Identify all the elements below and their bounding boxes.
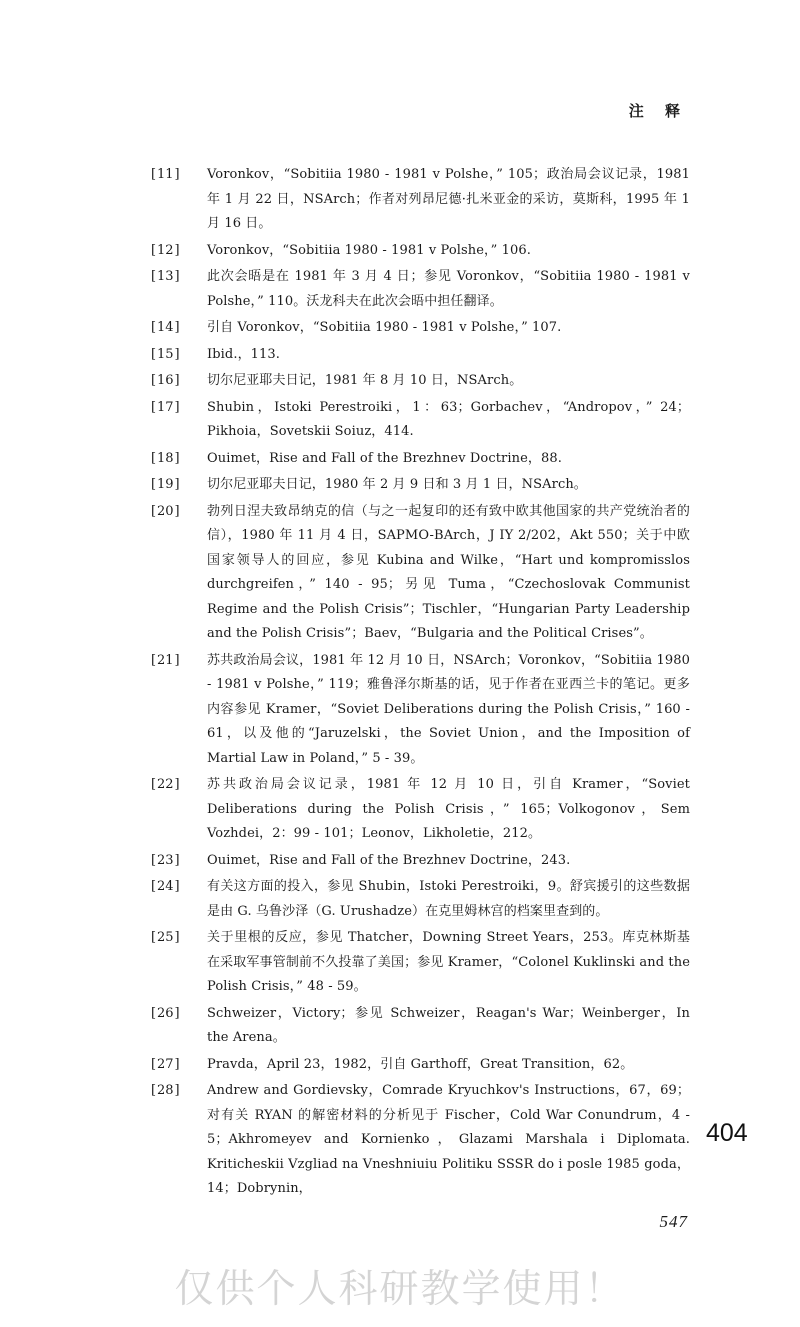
- endnote: [150, 1053, 690, 1078]
- note-text: Ibid.，113.: [207, 346, 281, 362]
- endnote: [150, 316, 690, 341]
- note-number: [20]: [150, 503, 180, 519]
- note-text: 切尔尼亚耶夫日记，1981 年 8 月 10 日，NSArch。: [207, 373, 523, 388]
- note-text: 勃列日涅夫致昂纳克的信（与之一起复印的还有致中欧其他国家的共产党统治者的信），1980 年 11 月 4 日，SAPMO-BArch，J IY 2/202，Akt 550；关于中欧国家领导人的回应，参见 Kubina and Wilke，“Hart und kompromisslos durchgreifen，” 140 - 95；另见 Tuma，“Czechoslovak Communist Regime and the Polish Crisis”；Tischler，“Hungarian Party Leadership and the Polish Crisis”；Baev，“Bulgaria and the Political Crises”。: [207, 503, 690, 641]
- note-number: [23]: [150, 852, 180, 868]
- endnote: [150, 500, 690, 647]
- note-number: [15]: [150, 346, 180, 362]
- endnote: [150, 875, 690, 924]
- endnote: [150, 343, 690, 368]
- note-text: Ouimet，Rise and Fall of the Brezhnev Doctrine，88.: [207, 450, 562, 466]
- endnote: [150, 773, 690, 847]
- note-text: Shubin，Istoki Perestroiki，1：63；Gorbachev，“Andropov，” 24；Pikhoia，Sovetskii Soiuz，414.: [207, 399, 690, 439]
- note-number: [27]: [150, 1056, 180, 1072]
- page-number: 547: [659, 1212, 688, 1231]
- note-text: Voronkov，“Sobitiia 1980 - 1981 v Polshe，” 106.: [207, 242, 531, 258]
- endnote: [150, 163, 690, 237]
- endnote: [150, 239, 690, 264]
- endnote: [150, 1002, 690, 1051]
- endnote: [150, 369, 690, 394]
- note-text: 有关这方面的投入，参见 Shubin，Istoki Perestroiki，9。舒宾援引的这些数据是由 G. 乌鲁沙泽（G. Urushadze）在克里姆林宫的档案里查到的。: [207, 879, 690, 919]
- margin-number: 404: [706, 1119, 748, 1147]
- note-number: [24]: [150, 879, 180, 894]
- endnote: [150, 265, 690, 314]
- note-number: [21]: [150, 652, 180, 668]
- endnote: [150, 396, 690, 445]
- running-header: 注 释: [628, 102, 688, 120]
- note-number: [16]: [150, 373, 180, 388]
- note-number: [19]: [150, 477, 180, 492]
- note-number: [25]: [150, 930, 180, 945]
- endnote: [150, 926, 690, 1000]
- endnote: [150, 849, 690, 874]
- endnote: [150, 447, 690, 472]
- note-text: Andrew and Gordievsky，Comrade Kryuchkov's Instructions，67，69；对有关 RYAN 的解密材料的分析见于 Fischer，Cold War Conundrum，4 - 5；Akhromeyev and Kornienko，Glazami Marshala i Diplomata. Kriticheskii Vzgliad na Vneshniuiu Politiku SSSR do i posle 1985 goda，14；Dobrynin，: [207, 1083, 690, 1196]
- note-text: Ouimet，Rise and Fall of the Brezhnev Doctrine，243.: [207, 852, 571, 868]
- watermark-text: 仅供个人科研教学使用！: [174, 1267, 626, 1312]
- note-text: Schweizer，Victory；参见 Schweizer，Reagan's War；Weinberger，In the Arena。: [207, 1005, 690, 1045]
- endnote: [150, 473, 690, 498]
- note-number: [18]: [150, 450, 180, 466]
- endnotes-list: [150, 163, 690, 1204]
- note-number: [17]: [150, 399, 180, 415]
- endnote: [150, 649, 690, 772]
- note-number: [28]: [150, 1083, 180, 1098]
- note-number: [12]: [150, 242, 180, 258]
- note-number: [13]: [150, 269, 180, 284]
- note-text: 切尔尼亚耶夫日记，1980 年 2 月 9 日和 3 月 1 日，NSArch。: [207, 477, 587, 492]
- note-number: [11]: [150, 167, 180, 182]
- note-text: 苏共政治局会议记录，1981 年 12 月 10 日，引自 Kramer，“Soviet Deliberations during the Polish Crisis，” 165；Volkogonov，Sem Vozhdei，2：99 - 101；Leonov，Likholetie，212。: [207, 777, 690, 841]
- note-number: [22]: [150, 777, 180, 792]
- note-text: Voronkov，“Sobitiia 1980 - 1981 v Polshe，” 105；政治局会议记录，1981 年 1 月 22 日，NSArch；作者对列昂尼德·扎米亚金的采访，莫斯科，1995 年 1 月 16 日。: [207, 167, 690, 231]
- note-number: [14]: [150, 320, 180, 335]
- note-text: 此次会晤是在 1981 年 3 月 4 日；参见 Voronkov，“Sobitiia 1980 - 1981 v Polshe，” 110。沃龙科夫在此次会晤中担任翻译。: [207, 269, 690, 309]
- endnote: [150, 1079, 690, 1202]
- note-text: 苏共政治局会议，1981 年 12 月 10 日，NSArch；Voronkov，“Sobitiia 1980 - 1981 v Polshe，” 119；雅鲁泽尔斯基的话，见于作者在亚西兰卡的笔记。更多内容参见 Kramer，“Soviet Deliberations during the Polish Crisis，” 160 - 61，以及他的“Jaruzelski，the Soviet Union，and the Imposition of Martial Law in Poland，” 5 - 39。: [207, 652, 690, 766]
- note-number: [26]: [150, 1005, 180, 1021]
- note-text: 引自 Voronkov，“Sobitiia 1980 - 1981 v Polshe，” 107.: [207, 320, 562, 335]
- note-text: 关于里根的反应，参见 Thatcher，Downing Street Years，253。库克林斯基在采取军事管制前不久投靠了美国；参见 Kramer，“Colonel Kuklinski and the Polish Crisis，” 48 - 59。: [207, 930, 690, 994]
- note-text: Pravda，April 23，1982，引自 Garthoff，Great Transition，62。: [207, 1056, 634, 1072]
